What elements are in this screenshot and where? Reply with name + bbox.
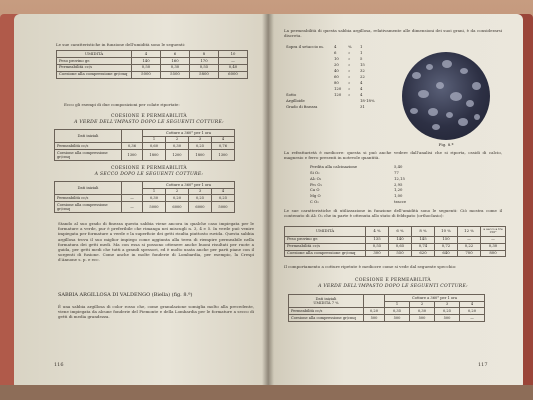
table-2 bbox=[54, 129, 235, 161]
page-number: 117 bbox=[478, 362, 488, 368]
table-header: 2 bbox=[410, 301, 435, 308]
table-row: Coesione alla compressione gr/cmq 300 550 620 640 700 800 bbox=[285, 250, 506, 257]
table-cell: 0,36 bbox=[122, 143, 143, 150]
table-cell: 0,55 bbox=[190, 64, 219, 71]
list-item: 6 » 1 bbox=[334, 50, 363, 56]
table-surface-bottom bbox=[0, 385, 533, 400]
table-cell: 140 bbox=[132, 57, 161, 64]
table-cell: 0,60 bbox=[143, 143, 166, 150]
table-cell: 0,25 bbox=[189, 143, 212, 150]
table-1-header: 10 bbox=[219, 51, 248, 58]
table-header: Cotture a 360° per 1 ora bbox=[385, 295, 485, 302]
table-header: Dati iniziali UMIDITÀ 7 % bbox=[289, 295, 364, 308]
table-cell: 0,30 bbox=[161, 64, 190, 71]
table-row bbox=[55, 143, 235, 150]
table-cell: 6000 bbox=[189, 202, 212, 213]
left-transition: Ecco gli esempi di due composizioni per colate riportate: bbox=[64, 102, 180, 107]
table-cell: 1800 bbox=[143, 150, 166, 161]
table-header: Cotture a 360° per 1 ora bbox=[143, 182, 235, 189]
table-header: 8 % bbox=[412, 227, 435, 237]
list-item: Fe₂ O₃ 2,95 bbox=[310, 181, 403, 187]
table-row bbox=[55, 202, 235, 213]
table-cell: — bbox=[122, 202, 143, 213]
table-cell: Coesione alla compressione gr/cmq bbox=[55, 202, 122, 213]
table-cell: 1200 bbox=[166, 150, 189, 161]
table-cell: 0,25 bbox=[212, 195, 235, 202]
table-cell: 1800 bbox=[189, 150, 212, 161]
list-item: Si O₂ 77 bbox=[310, 170, 399, 176]
list-item: Ca O 1,20 bbox=[310, 187, 403, 193]
list-item: Argilloide 18-18% bbox=[286, 98, 375, 104]
table-row bbox=[57, 71, 248, 78]
table-header: UMIDITÀ bbox=[285, 227, 366, 237]
list-item: 40 » 32 bbox=[334, 68, 365, 74]
sand-micrograph bbox=[402, 52, 490, 140]
table-5 bbox=[288, 294, 485, 322]
list-item: 120 » 4 bbox=[334, 86, 363, 92]
left-intro: Le sue caratteristiche in funzione dell'umidità sono le seguenti: bbox=[56, 42, 186, 47]
table-header: 3 bbox=[189, 188, 212, 195]
list-item: 20 » 15 bbox=[334, 62, 365, 68]
table-cell: 0,25 bbox=[189, 195, 212, 202]
table-cell: Peso provino gr. bbox=[57, 57, 132, 64]
table-1-header: 8 bbox=[190, 51, 219, 58]
table-cell: 0,30 bbox=[143, 195, 166, 202]
table-row: Permeabilità cc/s 0,55 0,65 0,74 0,72 0,22 0,30 bbox=[285, 243, 506, 250]
table-cell: 5800 bbox=[190, 71, 219, 78]
table-header: 4 % bbox=[366, 227, 389, 237]
sieve-list bbox=[284, 44, 384, 110]
table-row: Permeabilità cc/s 0,20 0,35 0,30 0,25 0,20 bbox=[289, 308, 485, 315]
right-page bbox=[268, 14, 523, 390]
table-cell: Permeabilità cc/s bbox=[55, 195, 122, 202]
list-item: 10 » 5 bbox=[334, 56, 363, 62]
chemical-analysis-list bbox=[308, 164, 420, 205]
table-row: Coesione alla compressione gr/cmq 500 500 500 500 — bbox=[289, 315, 485, 322]
right-paragraph: Le sue caratteristiche di utilizzazione in funzione dell'umidità sono le seguenti: Ciò mostra come il contenuto di Al₂ O₃ che in parte è ottenuta allo stato di feldspato (orthoclasio): bbox=[284, 208, 502, 219]
table-cell: 0,30 bbox=[166, 143, 189, 150]
table-header: 4 bbox=[460, 301, 485, 308]
section-title: COESIONE E PERMEABILITÀ bbox=[355, 278, 431, 283]
table-cell: Permeabilità cc/s bbox=[55, 143, 122, 150]
table-header: Cotture a 360° per 1 ora bbox=[143, 130, 235, 137]
table-cell: — bbox=[122, 195, 143, 202]
section-title: SABBIA ARGILLOSA DI VALDENGO (Biella) (fig. 8.ª) bbox=[58, 292, 193, 298]
table-row: Peso provino gr. 135 140 145 150 — — bbox=[285, 236, 506, 243]
table-header: 12 % bbox=[458, 227, 481, 237]
table-cell: 0,20 bbox=[166, 195, 189, 202]
section-subtitle: A VERDE DELL'IMPASTO DOPO LE SEGUENTI COTTURE: bbox=[74, 120, 224, 125]
right-paragraph-2: Il comportamento a cotture ripetute è mediocre come si vede dal seguente specchio: bbox=[284, 264, 457, 269]
table-cell: 170 bbox=[190, 57, 219, 64]
table-row bbox=[57, 64, 248, 71]
list-item: 60 » 22 bbox=[334, 74, 365, 80]
section-title: COESIONE E PERMEABILITÀ bbox=[111, 114, 187, 119]
table-cell: 160 bbox=[161, 57, 190, 64]
table-cell: 5000 bbox=[212, 202, 235, 213]
table-1-header: UMIDITÀ bbox=[57, 51, 132, 58]
table-cell: 5000 bbox=[132, 71, 161, 78]
table-cell: 5000 bbox=[143, 202, 166, 213]
table-header: 3 bbox=[189, 136, 212, 143]
list-item: Sopra il setaccio m. 4 % 1 bbox=[286, 44, 363, 50]
table-row bbox=[55, 195, 235, 202]
figure-caption: Fig. 8.ª bbox=[438, 142, 454, 147]
table-row bbox=[57, 57, 248, 64]
table-1-header: 4 bbox=[132, 51, 161, 58]
table-cell: — bbox=[219, 57, 248, 64]
table-4 bbox=[284, 226, 506, 257]
list-item: Perdita alla calcinazione 5,40 bbox=[310, 164, 403, 170]
left-paragraph: Stando al suo grado di finezza questa sabbia viene ancora in qualche caso impiegata per le formature a verde, pur è preferibile che rimanga nei miscugli n. 3, 4 e 5. In verde può venire impiegata per formature a verde e la superficie dei getti risulta piuttosto ruvida. Questa sabbia argillosa trova il suo miglior impiego come aggiunta alla terra di riempire permeabile nella formatura dei getti medi. Ma con essa si possono ottenere anche buoni risultati per ruote a guida, per getti medi che tutti a grandi spessori, ed è molto usata anche per parti piane con il sorgenti di fusione. Come anche in molte fonderie di Lombardia, per esempio, la Crespi d'Annone s. p. e ecc. bbox=[58, 221, 254, 263]
table-1-header: 6 bbox=[161, 51, 190, 58]
table-header: 4 bbox=[212, 188, 235, 195]
table-cell: 0,76 bbox=[212, 143, 235, 150]
list-item: Sotto 120 » 4 bbox=[286, 92, 363, 98]
refractory-intro: La refrattarietà è mediocre: questa si può anche vedere dall'analisi che si riporta, ossidi di calcio, magnesio e ferro presenti in notevole quantità. bbox=[284, 150, 502, 161]
table-header: 3 bbox=[435, 301, 460, 308]
table-row bbox=[55, 150, 235, 161]
right-intro: La permeabilità di questa sabbia argillosa, relativamente alle dimensioni dei suoi grani, è da considerarsi discreta. bbox=[284, 28, 502, 39]
left-page bbox=[14, 14, 269, 390]
table-header: Dati iniziali bbox=[55, 182, 122, 195]
table-1 bbox=[56, 50, 248, 79]
table-header: 1 bbox=[385, 301, 410, 308]
table-header: 2 bbox=[166, 188, 189, 195]
table-cell: Coesione alla compressione gr/cmq bbox=[57, 71, 132, 78]
page-number: 116 bbox=[54, 362, 64, 368]
left-paragraph-2: È una sabbia argillosa di color rosso che, come granulazione somiglia molto alla precedente, viene impiegata da alcune fonderie del Piemonte e della Lombardia per le formature a secco di getti di media grandezza. bbox=[58, 304, 254, 320]
list-item: C O₂ tracce bbox=[310, 199, 407, 205]
table-cell: 6000 bbox=[219, 71, 248, 78]
table-header: 10 % bbox=[435, 227, 458, 237]
table-cell: 0,50 bbox=[132, 64, 161, 71]
list-item: Mg O 1,00 bbox=[310, 193, 403, 199]
section-subtitle: A VERDE DELL'IMPASTO DOPO LE SEGUENTI COTTURE: bbox=[318, 284, 468, 289]
list-item: 80 » 4 bbox=[334, 80, 363, 86]
table-cell: 5500 bbox=[161, 71, 190, 78]
table-cell: 6000 bbox=[166, 202, 189, 213]
table-cell: 0,40 bbox=[219, 64, 248, 71]
list-item: Grado di finezza 31 bbox=[286, 104, 365, 110]
table-header: 2 bbox=[166, 136, 189, 143]
list-item: Al₂ O₃ 12,15 bbox=[310, 175, 405, 181]
table-header: 1 bbox=[143, 136, 166, 143]
section-subtitle: A SECCO DOPO LE SEGUENTI COTTURE: bbox=[94, 172, 204, 177]
table-3 bbox=[54, 181, 235, 213]
book-gutter bbox=[262, 14, 274, 390]
section-title: COESIONE E PERMEABILITÀ bbox=[111, 166, 187, 171]
table-header: 1 bbox=[143, 188, 166, 195]
table-header: Dati iniziali bbox=[55, 130, 122, 143]
table-header: 4 bbox=[212, 136, 235, 143]
table-header: 6 % bbox=[389, 227, 412, 237]
table-header: a secco a tre 150° bbox=[481, 227, 506, 237]
table-cell: 1300 bbox=[212, 150, 235, 161]
table-cell: 1300 bbox=[122, 150, 143, 161]
table-cell: Permeabilità cc/s bbox=[57, 64, 132, 71]
table-cell: Coesione alla compressione gr/cmq bbox=[55, 150, 122, 161]
